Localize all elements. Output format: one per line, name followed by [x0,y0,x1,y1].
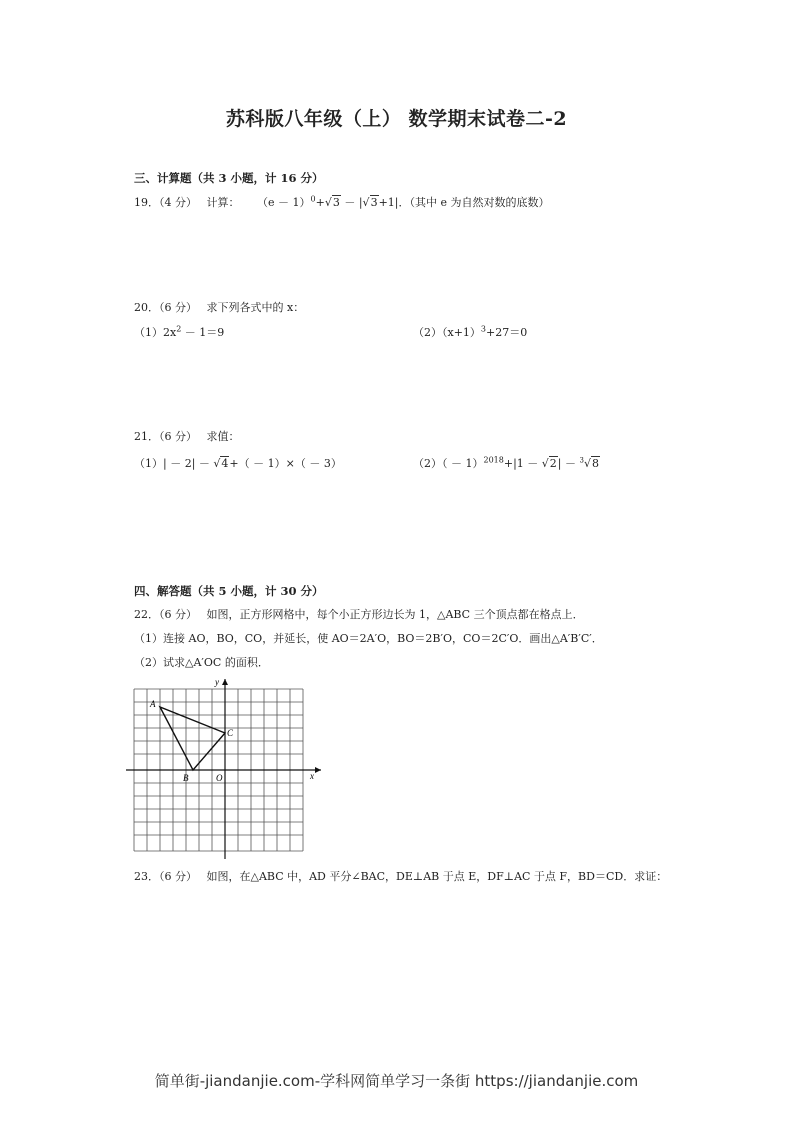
q21-part2: $(2)( - 1)^{2018}+|1 - √2| - ^3√8$ [413,455,599,470]
question-21 [134,428,240,444]
q19-minus: － | [340,196,363,209]
q19-tail: +1|．（其中 e 为自然对数的底数） [378,196,550,209]
label-x: x [310,771,314,781]
label-y: y [215,677,219,687]
label-a: A [150,699,156,709]
section-heading-4: 四、解答题（共 5 小题，计 30 分） [134,584,324,598]
q23-text: 如图，在△ABC 中，AD 平分∠BAC，DE⊥AB 于点 E，DF⊥AC 于点 F，BD＝CD．求证： [206,870,668,883]
page-title: 苏科版八年级（上） 数学期末试卷二-2 [225,108,568,130]
q20-part1: $(1)2x^2 - 1=9$ [134,324,225,339]
q20-text: 求下列各式中的 x： [206,301,305,314]
q19-exp0: 0 [310,194,316,204]
q20-part2: $(2)(x+1)^3+27=0$ [413,324,528,339]
q19-expr-a: （e － 1） [257,196,311,209]
q22-number: 22．（6 分） [134,608,197,621]
question-22 [134,606,584,622]
sqrt2: √2 [541,457,557,470]
q21-text: 求值： [206,430,240,443]
coordinate-grid [126,675,326,860]
q20-number: 20．（6 分） [134,301,197,314]
question-19 [134,194,550,210]
question-20 [134,299,304,315]
q22-part1: （1）连接 AO，BO，CO，并延长，使 AO＝2A′O，BO＝2B′O，CO＝2C′O．画出△A′B′C′． [134,632,603,645]
q22-text: 如图，正方形网格中，每个小正方形边长为 1，△ABC 三个顶点都在格点上． [206,608,584,621]
x-axis-arrow [315,767,321,773]
q23-number: 23．（6 分） [134,870,197,883]
cbrt8: √8 [583,457,599,470]
label-o: O [216,773,223,783]
y-axis-arrow [222,679,228,685]
question-23 [134,868,667,884]
q22-part2: （2）试求△A′OC 的面积． [134,656,269,669]
q19-prefix: 计算： [206,196,240,209]
q19-number: 19．（4 分） [134,196,197,209]
section-heading-3: 三、计算题（共 3 小题，计 16 分） [134,171,324,185]
triangle-abc [160,707,225,770]
q21-number: 21．（6 分） [134,430,197,443]
q19-sqrt3: √3 [324,196,340,209]
sqrt4: √4 [213,457,229,470]
label-c: C [227,728,234,738]
q22-grid-figure [126,675,326,864]
page-footer: 简单街-jiandanjie.com-学科网简单学习一条街 https://jiandanjie.com [154,1072,639,1090]
q19-plus: + [315,196,325,209]
q21-part1: （1）| － 2| － √4+（ － 1）×（ － 3） [134,457,342,470]
label-b: B [183,773,189,783]
q19-sqrt3b: √3 [362,196,378,209]
